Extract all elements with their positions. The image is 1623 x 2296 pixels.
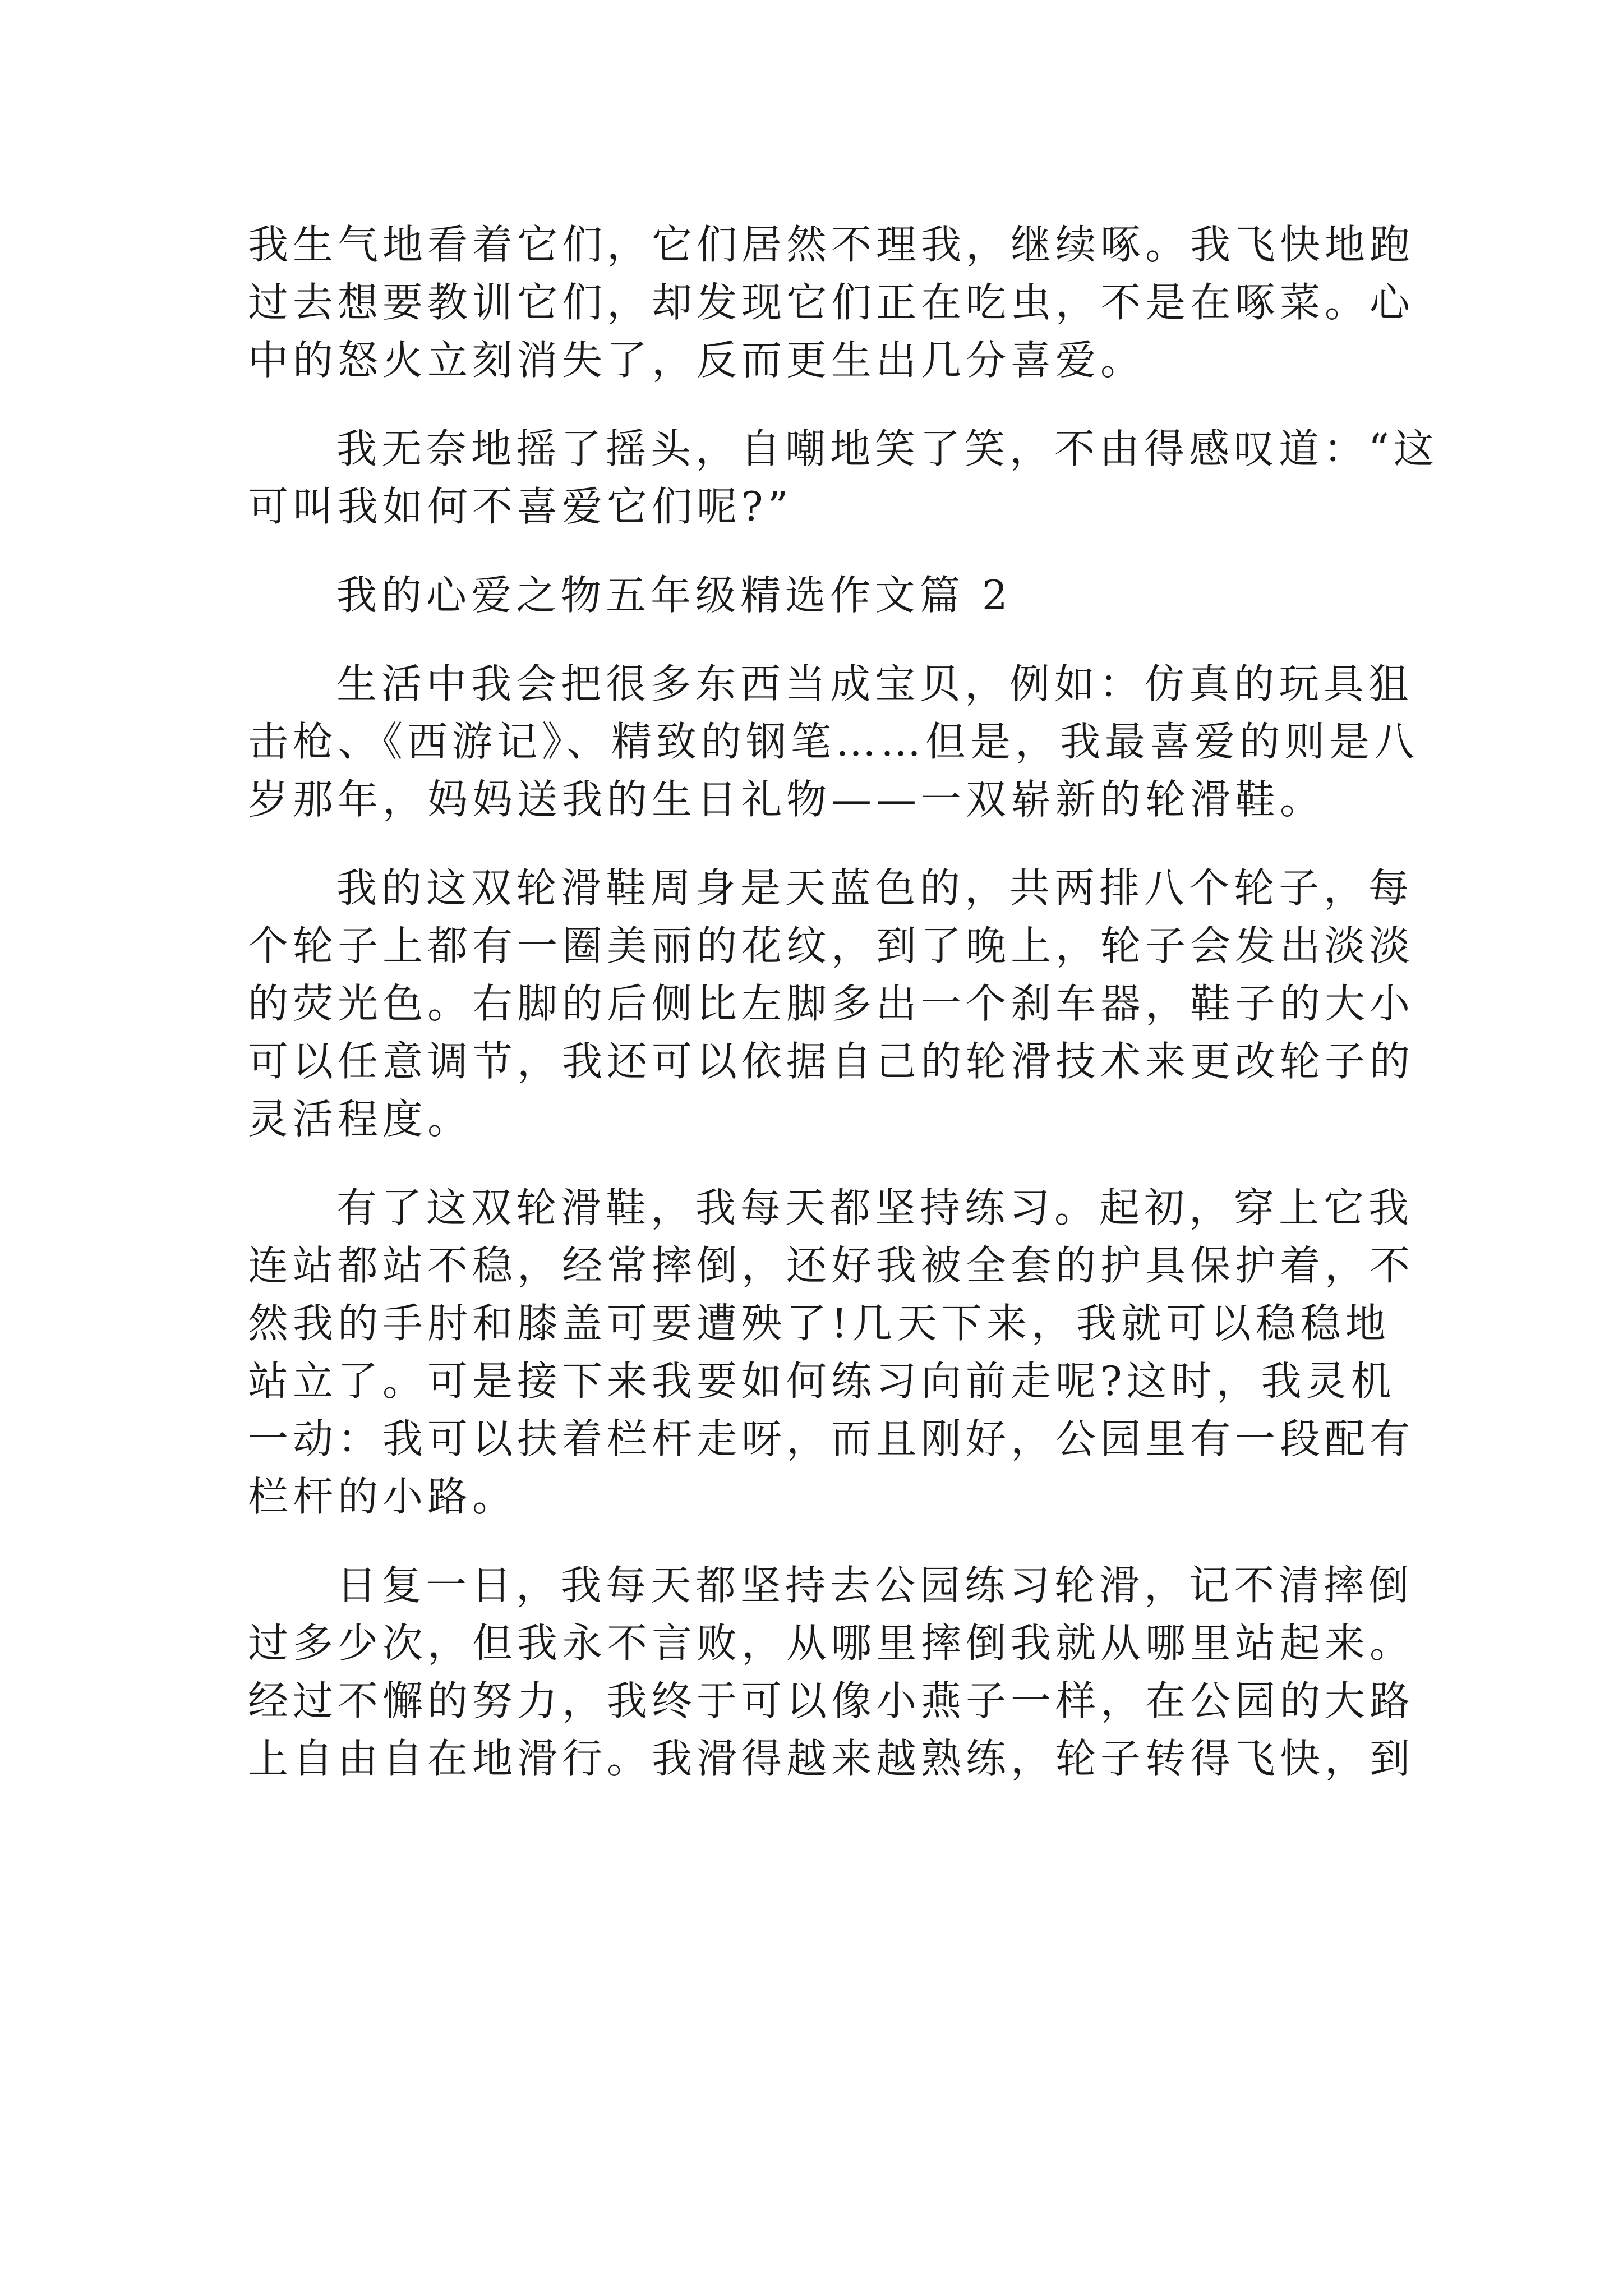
paragraph <box>248 859 1415 1148</box>
paragraph <box>248 1179 1415 1526</box>
text-line: 中的怒火立刻消失了，反而更生出几分喜爱。 <box>248 337 1146 384</box>
text-line: 连站都站不稳，经常摔倒，还好我被全套的护具保护着，不 <box>248 1242 1415 1289</box>
text-line: 可叫我如何不喜爱它们呢?” <box>248 483 793 530</box>
paragraph-gap <box>248 829 1381 859</box>
paragraph <box>248 420 1438 536</box>
paragraph-gap <box>248 1148 1381 1179</box>
paragraph <box>248 1557 1415 1788</box>
text-line: 过去想要教训它们，却发现它们正在吃虫，不是在啄菜。心 <box>248 279 1415 326</box>
paragraph-gap <box>248 389 1381 420</box>
text-line: 我生气地看着它们，它们居然不理我，继续啄。我飞快地跑 <box>248 221 1415 268</box>
text-line: 个轮子上都有一圈美丽的花纹，到了晚上，轮子会发出淡淡 <box>248 922 1415 969</box>
section-heading <box>248 567 1381 624</box>
text-line: 可以任意调节，我还可以依据自己的轮滑技术来更改轮子的 <box>248 1038 1415 1085</box>
text-line: 上自由自在地滑行。我滑得越来越熟练，轮子转得飞快，到 <box>248 1735 1415 1782</box>
text-line: 岁那年，妈妈送我的生日礼物——一双崭新的轮滑鞋。 <box>248 776 1325 823</box>
text-line: 我无奈地摇了摇头，自嘲地笑了笑，不由得感叹道：“这 <box>336 425 1438 472</box>
text-line: 栏杆的小路。 <box>248 1473 518 1520</box>
text-line: 击枪、《西游记》、精致的钢笔……但是，我最喜爱的则是八 <box>248 718 1419 765</box>
paragraph <box>248 216 1415 389</box>
paragraph <box>248 655 1419 829</box>
paragraph-gap <box>248 624 1381 655</box>
paragraph-gap <box>248 1526 1381 1557</box>
text-line: 然我的手肘和膝盖可要遭殃了!几天下来，我就可以稳稳地 <box>248 1300 1390 1347</box>
text-line: 一动：我可以扶着栏杆走呀，而且刚好，公园里有一段配有 <box>248 1415 1415 1462</box>
text-line: 有了这双轮滑鞋，我每天都坚持练习。起初，穿上它我 <box>336 1184 1414 1231</box>
paragraph-gap <box>248 536 1381 567</box>
document-body <box>248 216 1438 1788</box>
text-line: 生活中我会把很多东西当成宝贝，例如：仿真的玩具狙 <box>336 660 1414 707</box>
text-line: 过多少次，但我永不言败，从哪里摔倒我就从哪里站起来。 <box>248 1619 1415 1667</box>
text-line: 经过不懈的努力，我终于可以像小燕子一样，在公园的大路 <box>248 1677 1415 1724</box>
heading-line: 我的心爱之物五年级精选作文篇 2 <box>336 572 1012 619</box>
text-line: 的荧光色。右脚的后侧比左脚多出一个刹车器，鞋子的大小 <box>248 980 1415 1027</box>
text-line: 站立了。可是接下来我要如何练习向前走呢?这时，我灵机 <box>248 1358 1396 1405</box>
text-line: 我的这双轮滑鞋周身是天蓝色的，共两排八个轮子，每 <box>336 864 1414 912</box>
text-line: 灵活程度。 <box>248 1096 473 1143</box>
text-line: 日复一日，我每天都坚持去公园练习轮滑，记不清摔倒 <box>336 1562 1414 1609</box>
